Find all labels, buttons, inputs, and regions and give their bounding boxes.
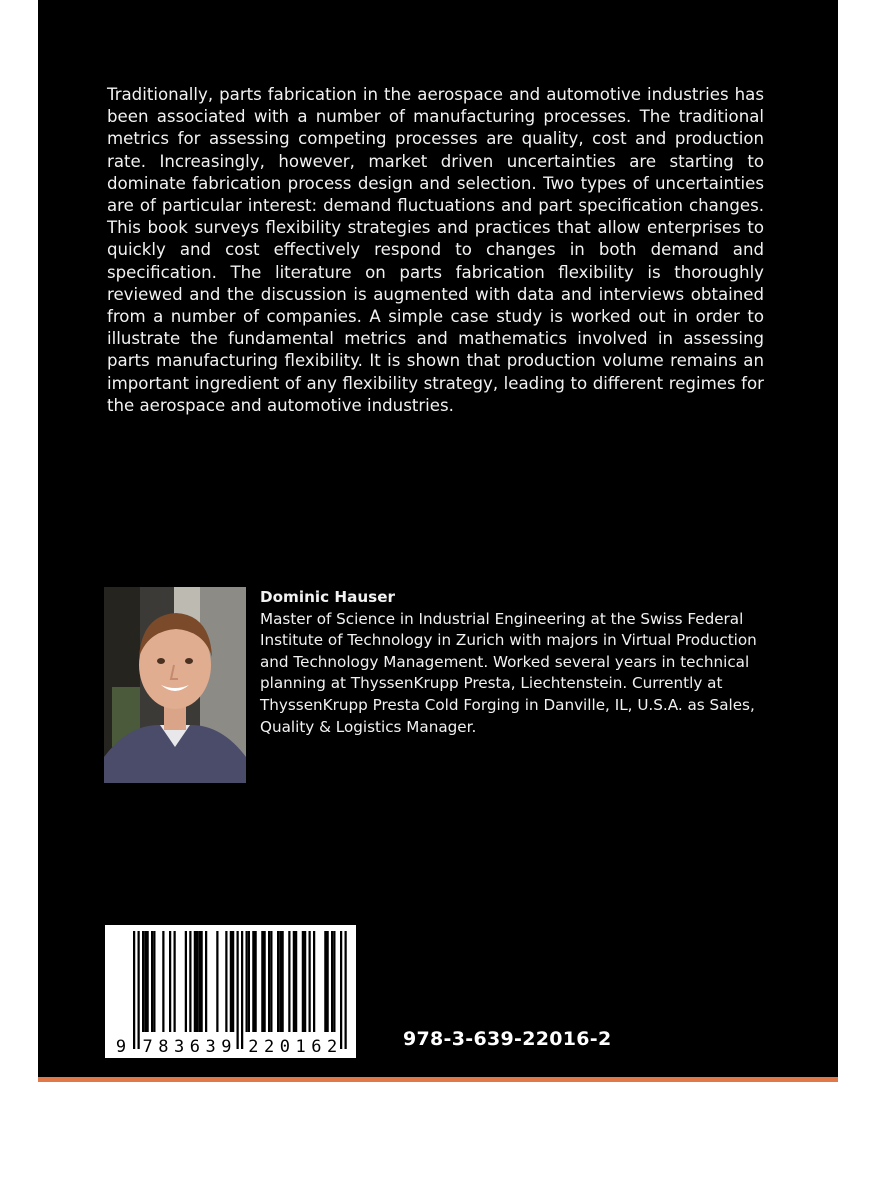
cover-background [38,0,838,1077]
barcode-bar [277,931,279,1032]
barcode-digit: 2 [327,1037,338,1057]
barcode-bar [293,931,295,1032]
barcode-bar [201,931,203,1032]
barcode-bar [268,931,270,1032]
barcode-bar [246,931,248,1032]
barcode-bar [255,931,257,1032]
barcode-bar [174,931,176,1032]
barcode-bar [153,931,155,1032]
barcode-bar [295,931,297,1032]
isbn-number: 978-3-639-22016-2 [403,1028,612,1050]
barcode-bar [261,931,263,1032]
barcode-bar [304,931,306,1032]
barcode-digit: 1 [295,1037,306,1057]
book-description: Traditionally, parts fabrication in the aerospace and automotive industries has been associated with a number of manufacturing processes. The traditional metrics for assessing competing processes are quality, cost and production rate. Increasingly, however, market driven uncertainties are starting to dominate fabrication process design and selection. Two types of uncertainties are of particular interest: demand fluctuations and part specification changes. This book surveys flexibility strategies and practices that allow enterprises to quickly and cost effectively respond to changes in both demand and specification. The literature on parts fabrication flexibility is thoroughly reviewed and the discussion is augmented with data and interviews obtained from a number of companies. A simple case study is worked out in order to illustrate the fundamental metrics and mathematics involved in assessing parts manufacturing flexibility. It is shown that production volume remains an important ingredient of any flexibility strategy, leading to different regimes for the aerospace and automotive industries. [107,85,764,415]
barcode-bar [331,931,333,1032]
author-bio-text: Master of Science in Industrial Engineering at the Swiss Federal Institute of Technology in Zurich with majors in Virtual Production and Technology Management. Worked several years in technical planning at ThyssenKrupp Presta, Liechtenstein. Currently at ThyssenKrupp Presta Cold Forging in Danville, IL, U.S.A. as Sales, Quality & Logistics Manager. [260,609,757,736]
barcode-digit: 6 [189,1037,200,1057]
barcode-bar [302,931,304,1032]
barcode-bar [205,931,207,1032]
barcode-digit: 9 [115,1037,127,1057]
author-name: Dominic Hauser [260,588,395,606]
barcode-bar [270,931,272,1032]
author-photo [104,587,246,783]
barcode-bar [198,931,200,1032]
barcode-bar [309,931,311,1032]
barcode-bar [232,931,234,1032]
barcode-bar [324,931,326,1032]
barcode-digit: 3 [174,1037,185,1057]
barcode-bar [189,931,191,1032]
barcode-bar [288,931,290,1032]
barcode-bar [313,931,315,1032]
barcode-bar [151,931,153,1032]
barcode-digit: 2 [264,1037,275,1057]
barcode-digit: 3 [205,1037,216,1057]
barcode-digit: 0 [279,1037,290,1057]
barcode-bar [216,931,218,1032]
barcode-bar [333,931,335,1032]
barcode-bar [279,931,281,1032]
barcode-digit: 6 [311,1037,322,1057]
barcode-digits [105,1030,356,1056]
accent-stripe [38,1077,838,1082]
barcode-bar [147,931,149,1032]
barcode-bar [185,931,187,1032]
author-info [260,587,760,738]
barcode-digit: 9 [221,1037,232,1057]
barcode-bar [282,931,284,1032]
barcode-digit: 7 [142,1037,153,1057]
barcode-bar [327,931,329,1032]
barcode-bar [196,931,198,1032]
barcode [105,925,356,1058]
barcode-bar [194,931,196,1032]
barcode-digit: 2 [248,1037,259,1057]
barcode-digit: 8 [158,1037,169,1057]
barcode-bar [142,931,144,1032]
barcode-bar [169,931,171,1032]
barcode-bar [264,931,266,1032]
barcode-bar [252,931,254,1032]
barcode-bar [144,931,146,1032]
barcode-bar [225,931,227,1032]
barcode-bar [248,931,250,1032]
barcode-bar [230,931,232,1032]
barcode-bar [162,931,164,1032]
